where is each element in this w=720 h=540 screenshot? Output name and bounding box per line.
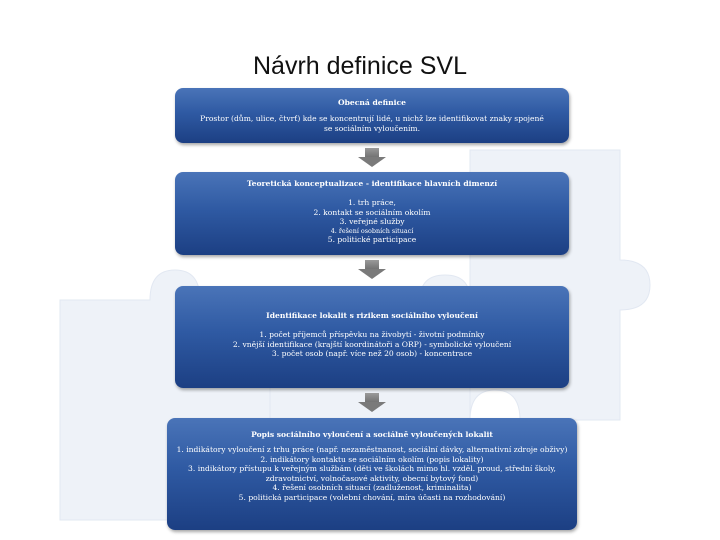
definition-box-description <box>167 418 577 530</box>
box-line: 2. indikátory kontaktu se sociálním okolím (popis lokality) <box>260 454 484 464</box>
box-line: 3. počet osob (např. více než 20 osob) - koncentrace <box>271 349 473 359</box>
box-line: 5. politická participace (volební chování, míra účasti na rozhodování) <box>238 492 506 502</box>
definition-box-identification <box>175 286 569 388</box>
box-line: Prostor (dům, ulice, čtvrť) kde se koncentrují lidé, u nichž lze identifikovat znaky spojené <box>200 114 544 124</box>
box-line: 1. trh práce, <box>348 198 396 208</box>
box-line: 1. indikátory vyloučení z trhu práce (např. nezaměstnanost, sociální dávky, alternativní zdroje obživy) <box>176 445 568 455</box>
definition-box-conceptualization <box>175 172 569 255</box>
box-heading: Obecná definice <box>338 98 406 107</box>
box-line: 4. řešení osobních situací (zadluženost, kriminalita) <box>272 483 472 493</box>
box-heading: Identifikace lokalit s rizikem sociálního vyloučení <box>266 311 478 320</box>
slide-title: Návrh definice SVL <box>252 52 467 80</box>
box-heading: Teoretická konceptualizace - identifikace hlavních dimenzí <box>246 179 498 188</box>
box-line: 2. vnější identifikace (krajští koordinátoři a ORP) - symbolické vyloučení <box>232 339 512 349</box>
box-line: 2. kontakt se sociálním okolím <box>313 207 431 217</box>
box-line: 4. řešení osobních situací <box>330 226 414 235</box>
box-heading: Popis sociálního vyloučení a sociálně vyloučených lokalit <box>251 430 493 439</box>
box-line: 3. indikátory přístupu k veřejným službám (děti ve školách mimo hl. vzděl. proud, střední školy, zdravotnictví, volnočasové aktivity, obecní bytový fond) <box>188 464 556 483</box>
definition-box-general <box>175 88 569 143</box>
box-line: se sociálním vyloučením. <box>324 123 420 133</box>
box-line: 5. politické participace <box>327 234 417 244</box>
box-line: 1. počet příjemců příspěvku na živobytí - životní podmínky <box>259 330 485 340</box>
box-line: 3. veřejné služby <box>339 217 405 227</box>
